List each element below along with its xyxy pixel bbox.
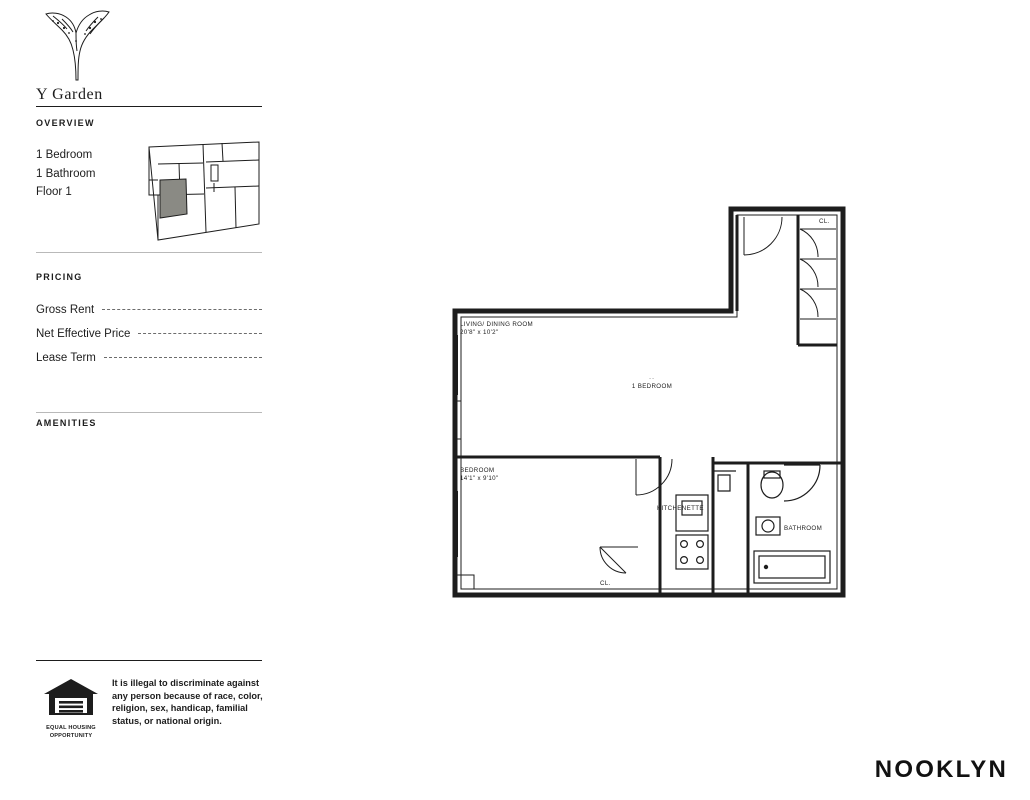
floorplan xyxy=(448,195,860,615)
overview-line-bedroom: 1 Bedroom xyxy=(36,149,93,161)
fair-housing-section xyxy=(36,660,272,740)
divider-footer xyxy=(36,660,262,661)
floor-key-map xyxy=(146,140,262,244)
price-row-lease-term xyxy=(36,352,262,364)
overview-section xyxy=(36,118,262,244)
pricing-section xyxy=(36,272,262,364)
amenities-title: AMENITIES xyxy=(36,418,97,428)
building-name: Y Garden xyxy=(36,86,103,103)
pricing-title: PRICING xyxy=(36,272,83,282)
price-dots-net-effective xyxy=(138,326,262,334)
sidebar xyxy=(36,0,264,800)
overview-title: OVERVIEW xyxy=(36,118,95,128)
room-label-unit: ·· 1 BEDROOM xyxy=(631,375,673,391)
divider-logo xyxy=(36,106,262,107)
room-label-kitchenette: KITCHENETTE xyxy=(657,505,704,512)
overview-line-bathroom: 1 Bathroom xyxy=(36,167,96,180)
amenities-section xyxy=(36,418,262,428)
overview-lines xyxy=(36,146,146,202)
room-label-closet-top: CL. xyxy=(819,218,830,225)
equal-housing-caption-line2: OPPORTUNITY xyxy=(49,732,93,739)
tree-logo-icon xyxy=(32,6,118,84)
price-label-lease-term: Lease Term xyxy=(36,352,96,364)
room-label-closet-bottom: CL. xyxy=(600,580,611,587)
equal-housing-caption xyxy=(36,725,106,740)
overview-line-floor: Floor 1 xyxy=(36,186,72,198)
price-row-net-effective xyxy=(36,328,262,340)
price-dots-lease-term xyxy=(104,350,262,358)
divider-pricing xyxy=(36,412,262,413)
price-label-gross-rent: Gross Rent xyxy=(36,304,95,316)
equal-housing-caption-line1: EQUAL HOUSING xyxy=(46,725,96,731)
divider-overview xyxy=(36,252,262,253)
equal-housing-icon xyxy=(42,677,100,717)
room-label-living: LIVING/ DINING ROOM 20'8" x 10'2" xyxy=(460,321,533,337)
nooklyn-brand: NOOKLYN xyxy=(874,756,1008,783)
room-label-bedroom: BEDROOM 14'1" x 9'10" xyxy=(460,467,499,483)
price-row-gross-rent xyxy=(36,304,262,316)
floorplan-drawing xyxy=(448,195,860,615)
building-logo xyxy=(36,6,262,104)
price-label-net-effective: Net Effective Price xyxy=(36,328,131,340)
fair-housing-text: It is illegal to discriminate against any person because of race, color, religion, sex, handicap, familial status, or national origin. xyxy=(112,678,263,726)
room-label-bathroom: BATHROOM xyxy=(784,525,823,532)
price-dots-gross-rent xyxy=(102,302,262,310)
